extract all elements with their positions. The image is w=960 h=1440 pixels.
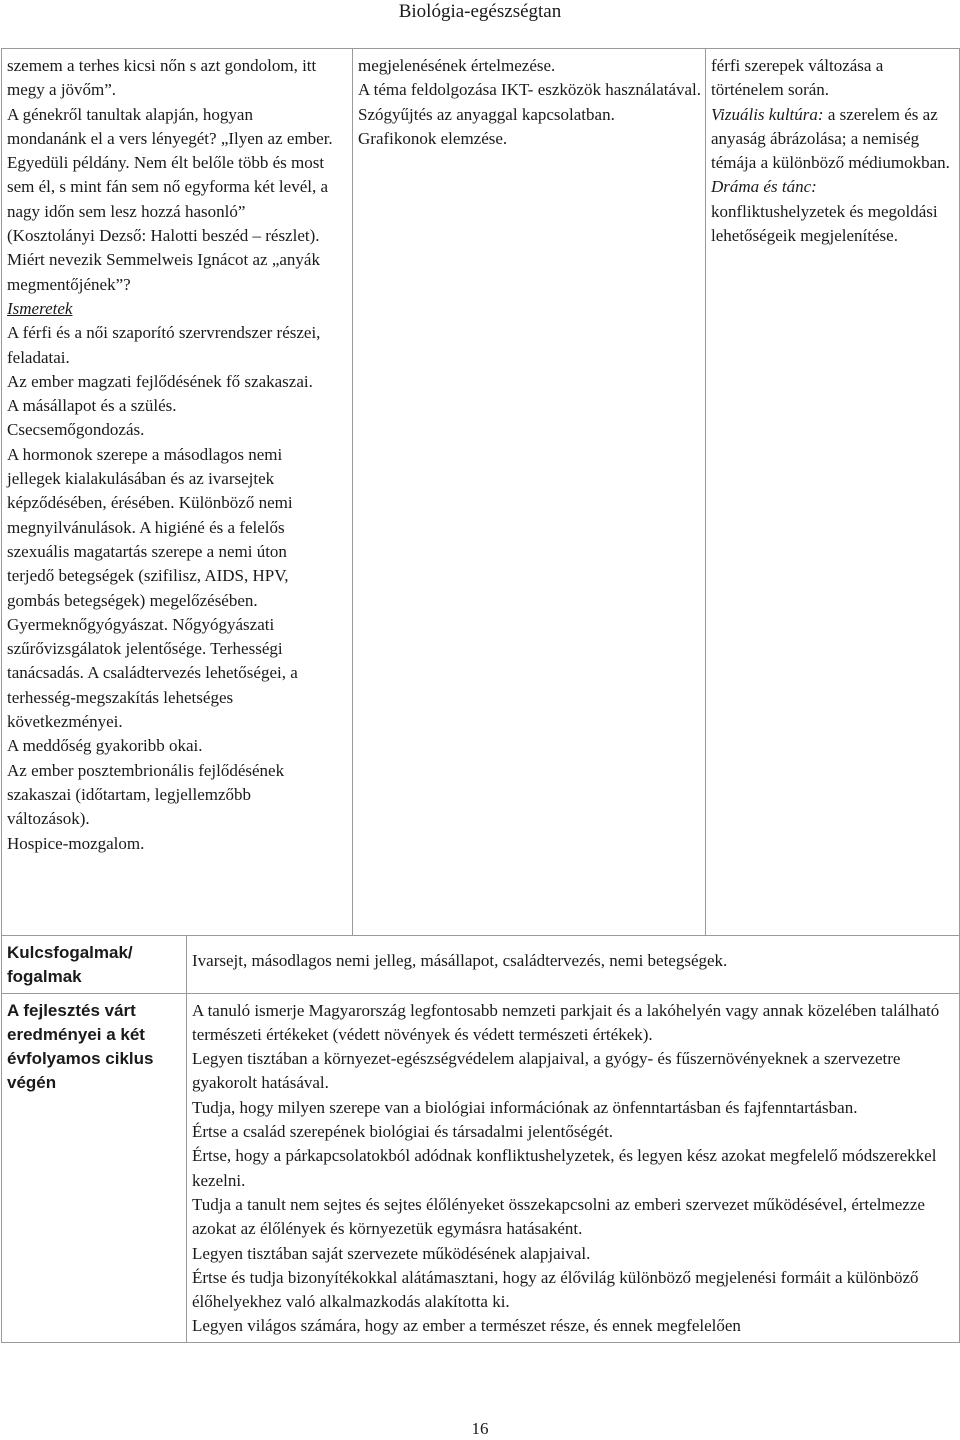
kulcsfogalmak-value: Ivarsejt, másodlagos nemi jelleg, másállapot, családtervezés, nemi betegségek. [187, 936, 960, 994]
ismeretek-item: Csecsemőgondozás. [7, 420, 145, 440]
fejlesztes-item: Tudja, hogy milyen szerepe van a biológiai információnak az önfenntartásban és fajfenntartásban. [192, 1097, 858, 1117]
curriculum-table [1, 48, 960, 1343]
fejlesztes-item: Legyen világos számára, hogy az ember a természet része, és ennek megfelelően [192, 1316, 741, 1336]
fejlesztes-row [2, 993, 960, 1342]
kulcsfogalmak-row [2, 936, 960, 994]
ismeretek-item: A férfi és a női szaporító szervrendszer részei, feladatai. [7, 323, 321, 367]
ismeretek-item: Az ember posztembrionális fejlődésének szakaszai (időtartam, legjellemzőbb változások). [7, 760, 285, 829]
ismeretek-item: A meddőség gyakoribb okai. [7, 736, 203, 756]
drama-label: Dráma és tánc: [711, 177, 817, 197]
connection-intro: férfi szerepek változása a történelem során. [711, 56, 884, 100]
intro-paragraph: Miért nevezik Semmelweis Ignácot az „anyák megmentőjének”? [7, 250, 320, 294]
ismeretek-item: Az ember magzati fejlődésének fő szakaszai. [7, 371, 313, 391]
vizualis-label: Vizuális kultúra: [711, 104, 824, 124]
ismeretek-heading: Ismeretek [7, 298, 73, 318]
page-header-title: Biológia-egészségtan [398, 1, 562, 22]
connection-vizualis [711, 103, 955, 176]
intro-paragraph: szemem a terhes kicsi nőn s azt gondolom, itt megy a jövőm”. [7, 56, 317, 100]
fejlesztes-item: Értse a család szerepének biológiai és társadalmi jelentőségét. [192, 1122, 614, 1142]
content-column-3 [706, 49, 960, 936]
intro-paragraph: A génekről tanultak alapján, hogyan mondanánk el a vers lényegét? „Ilyen az ember. Egyedüli példány. Nem élt belőle több és most sem él, s mint fán sem nő egyforma két levél, a nagy időn sem lesz hozzá hasonló” (Kosztolányi Dezső: Halotti beszéd – részlet). [7, 104, 333, 246]
activity-line: Grafikonok elemzése. [358, 128, 508, 148]
content-row [2, 49, 960, 936]
fejlesztes-item: A tanuló ismerje Magyarország legfontosabb nemzeti parkjait és a lakóhelyén vagy annak közelében található természeti értékeket (védett növények és védett természeti értékek). [192, 1000, 940, 1044]
content-column-1 [2, 49, 353, 936]
vizualis-text: a szerelem és az anyaság ábrázolása; a nemiség témája a különböző médiumokban. [711, 104, 950, 173]
fejlesztes-item: Tudja a tanult nem sejtes és sejtes élőlényeket összekapcsolni az emberi szervezet működésével, értelmezze azokat az élőlények és környezetük egymásra hatásaként. [192, 1194, 925, 1239]
activity-line: A téma feldolgozása IKT- eszközök használatával. [358, 80, 702, 100]
fejlesztes-content [187, 993, 960, 1342]
fejlesztes-item: Legyen tisztában saját szervezete működésének alapjaival. [192, 1243, 591, 1263]
kulcsfogalmak-label: Kulcsfogalmak/ fogalmak [2, 936, 187, 994]
drama-text: konfliktushelyzetek és megoldási lehetőségeik megjelenítése. [711, 201, 938, 246]
page-number: 16 [471, 1419, 489, 1438]
fejlesztes-label: A fejlesztés várt eredményei a két évfolyamos ciklus végén [2, 993, 187, 1342]
activity-line: Szógyűjtés az anyaggal kapcsolatban. [358, 104, 615, 124]
ismeretek-item: Hospice-mozgalom. [7, 833, 145, 853]
ismeretek-item: A másállapot és a szülés. [7, 396, 177, 416]
fejlesztes-item: Értse és tudja bizonyítékokkal alátámasztani, hogy az élővilág különböző megjelenési formáit a különböző élőhelyekhez való alkalmazkodás alakította ki. [192, 1267, 919, 1312]
content-column-2 [353, 49, 706, 936]
fejlesztes-item: Legyen tisztában a környezet-egészségvédelem alapjaival, a gyógy- és fűszernövényeknek a szervezetre gyakorolt hatásával. [192, 1049, 901, 1093]
ismeretek-item: A hormonok szerepe a másodlagos nemi jellegek kialakulásában és az ivarsejtek képződésében, érésében. Különböző nemi megnyilvánulások. A higiéné és a felelős szexuális magatartás szerepe a nemi úton terjedő betegségek (szifilisz, AIDS, HPV, gombás betegségek) megelőzésében. [7, 444, 293, 610]
fejlesztes-item: Értse, hogy a párkapcsolatokból adódnak konfliktushelyzetek, és legyen kész azokat megfelelő módszerekkel kezelni. [192, 1146, 937, 1190]
activity-line: megjelenésének értelmezése. [358, 56, 556, 75]
ismeretek-item: Gyermeknőgyógyászat. Nőgyógyászati szűrővizsgálatok jelentősége. Terhességi tanácsadás. A családtervezés lehetőségei, a terhesség-megszakítás lehetséges következményei. [7, 614, 298, 732]
